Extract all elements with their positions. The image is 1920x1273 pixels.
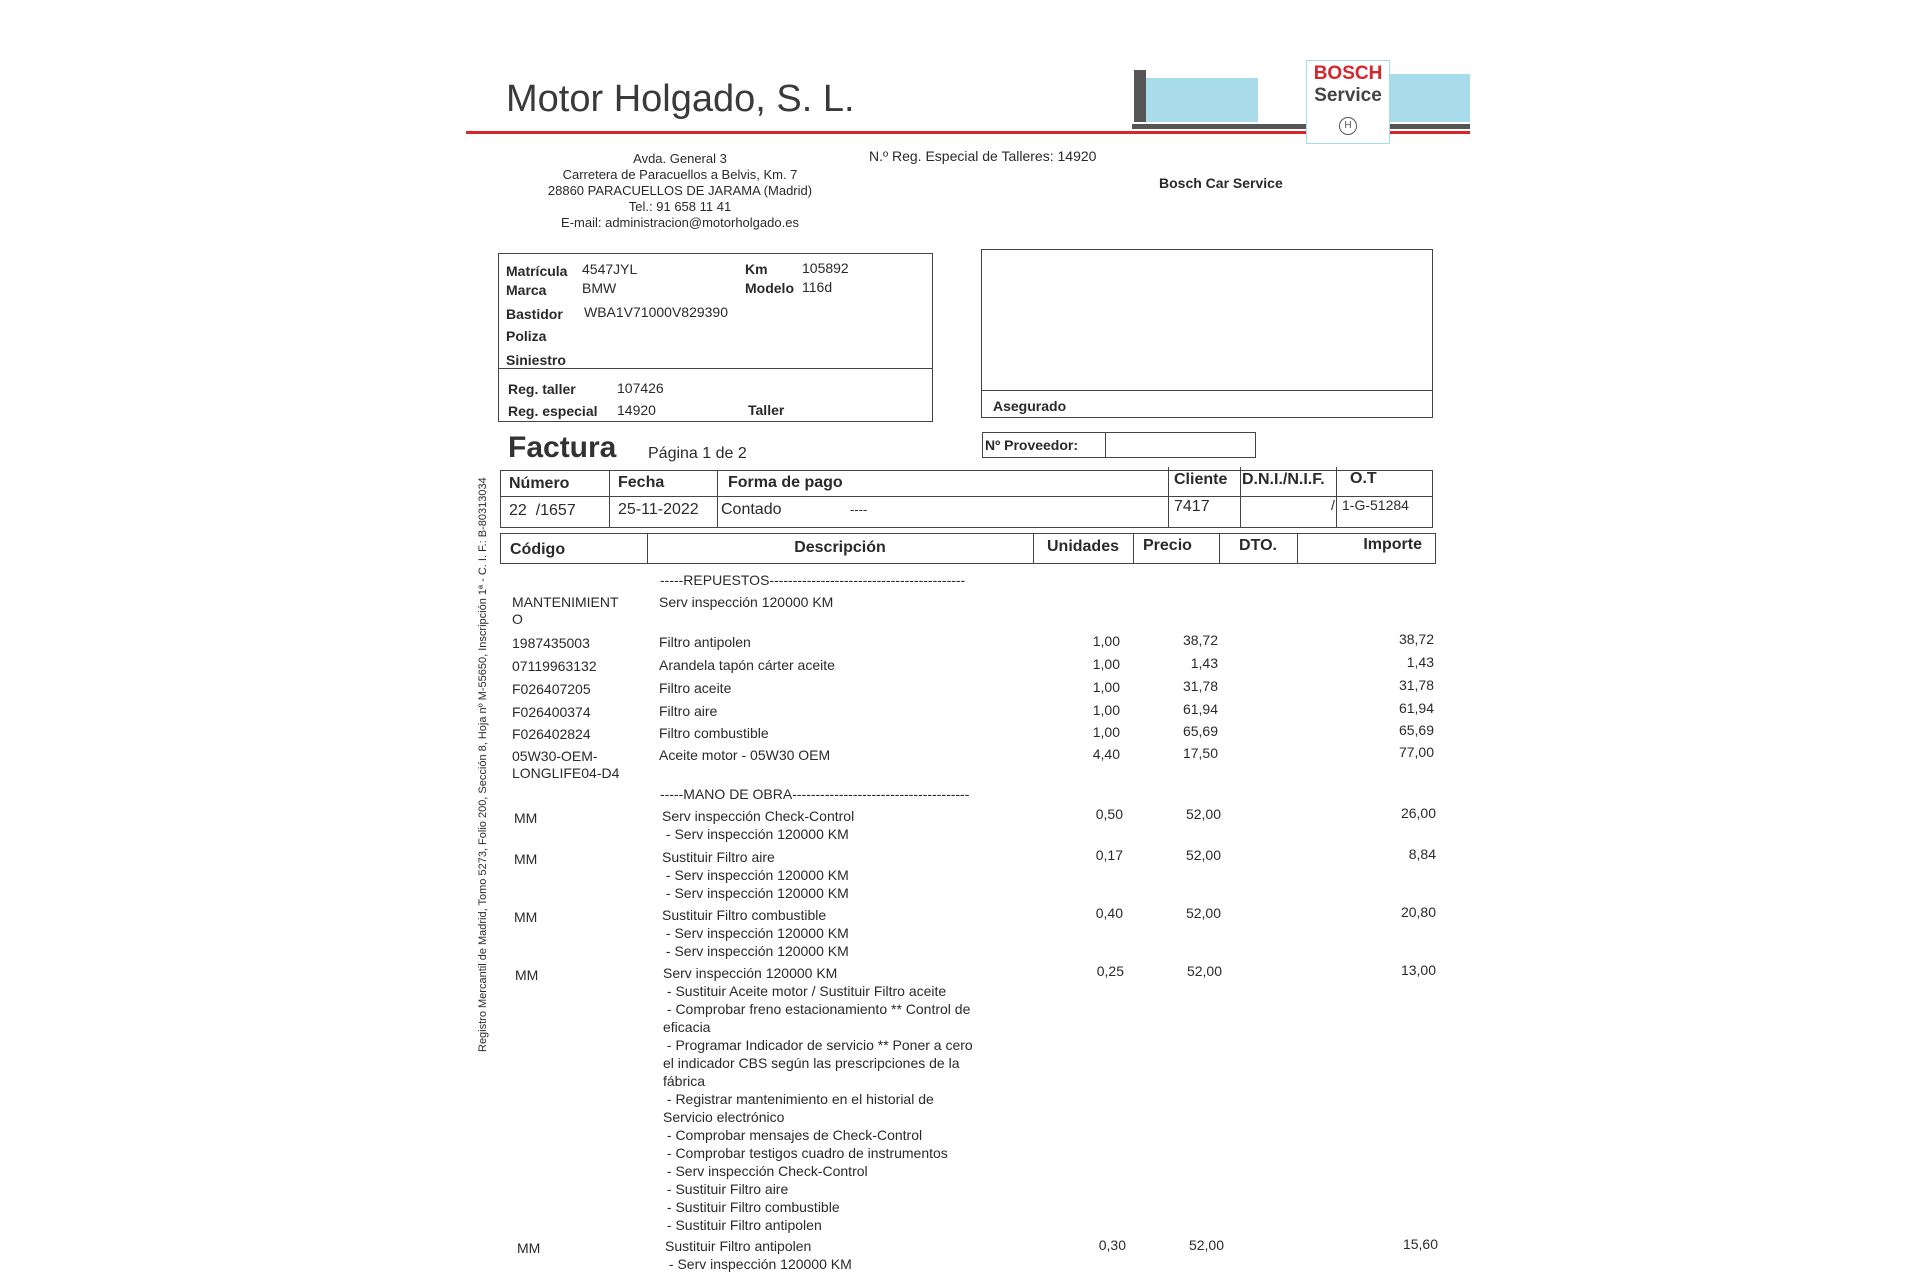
reg-especial-talleres: N.º Reg. Especial de Talleres: 14920 xyxy=(869,148,1097,164)
row-importe: 38,72 xyxy=(1398,631,1434,647)
row-precio: 52,00 xyxy=(1188,1237,1224,1253)
unidades-header: Unidades xyxy=(1046,538,1119,555)
row-importe: 77,00 xyxy=(1398,744,1434,760)
row-descripcion: Arandela tapón cárter aceite xyxy=(659,657,835,673)
company-name: Motor Holgado, S. L. xyxy=(506,78,855,120)
dto-header: DTO. xyxy=(1239,537,1277,554)
row-codigo: MM xyxy=(514,810,538,826)
marca-label: Marca xyxy=(506,282,547,298)
row-precio: 38,72 xyxy=(1182,632,1218,648)
row-codigo: 1987435003 xyxy=(512,635,590,651)
section-repuestos: -----REPUESTOS------------------------------------------ xyxy=(660,572,966,588)
address-line: E-mail: administracion@motorholgado.es xyxy=(561,215,799,230)
row-descripcion: Filtro combustible xyxy=(659,725,769,741)
row-importe: 20,80 xyxy=(1400,904,1436,920)
km-label: Km xyxy=(745,261,768,277)
bosch-service-text: Service xyxy=(1314,85,1382,106)
row-precio: 52,00 xyxy=(1185,905,1221,921)
siniestro-label: Siniestro xyxy=(506,352,566,368)
row-descripcion: Sustituir Filtro antipolen - Serv inspección 120000 KM xyxy=(665,1238,852,1272)
service-name: Bosch Car Service xyxy=(1159,175,1283,191)
descripcion-header: Descripción xyxy=(794,539,886,556)
precio-header: Precio xyxy=(1143,537,1192,554)
row-precio: 52,00 xyxy=(1185,806,1221,822)
ot-value: 1-G-51284 xyxy=(1342,497,1409,513)
divider xyxy=(500,496,1433,497)
cliente-value: 7417 xyxy=(1174,498,1210,515)
proveedor-label: Nº Proveedor: xyxy=(985,437,1079,453)
row-descripcion: Aceite motor - 05W30 OEM xyxy=(659,747,831,763)
divider xyxy=(609,470,610,528)
side-registry: Registro Mercantil de Madrid, Tomo 5273, Folio 200, Sección 8, Hoja nº M-55650, Inscripción 1ª - C. I. F.: B-80313034 xyxy=(477,477,489,1052)
divider xyxy=(981,390,1433,391)
row-unidades: 0,25 xyxy=(1096,963,1124,979)
cliente-header: Cliente xyxy=(1174,471,1228,488)
dni-value: / xyxy=(1331,497,1335,513)
row-codigo: 07119963132 xyxy=(512,658,597,674)
row-unidades: 1,00 xyxy=(1092,633,1120,649)
matricula-value: 4547JYL xyxy=(582,261,638,277)
dni-header: D.N.I./N.I.F. xyxy=(1242,471,1325,488)
row-descripcion: Filtro antipolen xyxy=(659,634,751,650)
reg-taller-label: Reg. taller xyxy=(508,381,576,397)
invoice-title: Factura xyxy=(508,431,617,464)
divider xyxy=(717,470,718,528)
row-precio: 31,78 xyxy=(1182,678,1218,694)
bastidor-label: Bastidor xyxy=(506,306,563,322)
address-line: Carretera de Paracuellos a Belvis, Km. 7 xyxy=(562,167,798,182)
reg-especial-label: Reg. especial xyxy=(508,403,598,419)
row-descripcion: Serv inspección 120000 KM - Sustituir Aceite motor / Sustituir Filtro aceite - Comprobar freno estacionamiento ** Control de eficacia - Programar Indicador de servicio ** Poner a cero el indicador CBS según las prescripciones de la fábrica - Registrar mantenimiento en el historial de Servicio electrónico - Comprobar mensajes de Check-Control - Comprobar testigos cuadro de instrumentos - Serv inspección Check-Control - Sustituir Filtro aire - Sustituir Filtro combustible - Sustituir Filtro antipolen xyxy=(663,965,973,1233)
row-codigo: F026400374 xyxy=(512,704,591,720)
codigo-header: Código xyxy=(510,541,566,558)
row-descripcion: Serv inspección 120000 KM xyxy=(659,594,834,610)
row-importe: 13,00 xyxy=(1400,962,1436,978)
ot-header: O.T xyxy=(1350,470,1377,487)
divider xyxy=(1240,467,1241,528)
forma-pago-dash: ---- xyxy=(850,502,868,517)
divider xyxy=(1105,432,1106,458)
page-indicator: Página 1 de 2 xyxy=(648,445,747,462)
row-unidades: 1,00 xyxy=(1092,656,1120,672)
row-descripcion: Filtro aceite xyxy=(659,680,732,696)
fecha-value: 25-11-2022 xyxy=(618,501,699,518)
forma-pago-header: Forma de pago xyxy=(728,474,843,491)
row-unidades: 0,17 xyxy=(1095,847,1123,863)
numero-header: Número xyxy=(509,475,570,492)
reg-taller-value: 107426 xyxy=(617,380,664,396)
divider xyxy=(498,368,933,369)
reg-especial-value: 14920 xyxy=(617,402,656,418)
section-mano-obra: -----MANO DE OBRA-------------------------------------- xyxy=(660,786,970,802)
row-precio: 65,69 xyxy=(1182,723,1218,739)
row-importe: 26,00 xyxy=(1400,805,1436,821)
row-descripcion: Sustituir Filtro combustible - Serv inspección 120000 KM - Serv inspección 120000 KM xyxy=(662,907,849,959)
modelo-value: 116d xyxy=(802,279,833,295)
bosch-logo-text: BOSCH xyxy=(1313,63,1383,84)
row-descripcion: Sustituir Filtro aire - Serv inspección 120000 KM - Serv inspección 120000 KM xyxy=(662,849,849,901)
forma-pago-value: Contado xyxy=(721,501,782,518)
poliza-label: Poliza xyxy=(506,328,547,344)
asegurado-label: Asegurado xyxy=(993,398,1067,414)
bosch-logo xyxy=(1134,62,1472,132)
row-unidades: 0,50 xyxy=(1095,806,1123,822)
row-precio: 17,50 xyxy=(1182,745,1218,761)
row-codigo: MM xyxy=(514,909,538,925)
address-line: Tel.: 91 658 11 41 xyxy=(628,199,732,214)
row-unidades: 1,00 xyxy=(1092,679,1120,695)
address-line: 28860 PARACUELLOS DE JARAMA (Madrid) xyxy=(547,183,813,198)
fecha-header: Fecha xyxy=(618,474,665,491)
matricula-label: Matrícula xyxy=(506,263,568,279)
row-codigo: F026402824 xyxy=(512,726,591,742)
row-precio: 61,94 xyxy=(1182,701,1218,717)
bastidor-value: WBA1V71000V829390 xyxy=(584,304,728,320)
modelo-label: Modelo xyxy=(745,280,794,296)
row-descripcion: Filtro aire xyxy=(659,703,718,719)
row-importe: 8,84 xyxy=(1408,846,1436,862)
row-descripcion: Serv inspección Check-Control - Serv inspección 120000 KM xyxy=(662,808,855,842)
divider xyxy=(1336,467,1337,528)
row-unidades: 0,30 xyxy=(1098,1237,1126,1253)
row-importe: 61,94 xyxy=(1398,700,1434,716)
row-precio: 52,00 xyxy=(1185,847,1221,863)
bosch-emblem-icon: H xyxy=(1339,117,1357,135)
importe-header: Importe xyxy=(1363,536,1422,553)
row-importe: 31,78 xyxy=(1398,677,1434,693)
divider xyxy=(1133,533,1134,564)
row-codigo: MANTENIMIENT O xyxy=(512,594,619,627)
row-importe: 15,60 xyxy=(1402,1236,1438,1252)
divider xyxy=(1168,467,1169,528)
taller-label: Taller xyxy=(748,402,785,418)
row-precio: 52,00 xyxy=(1186,963,1222,979)
row-codigo: 05W30-OEM- LONGLIFE04-D4 xyxy=(512,748,620,781)
row-unidades: 4,40 xyxy=(1092,746,1120,762)
row-codigo: MM xyxy=(517,1240,541,1256)
km-value: 105892 xyxy=(802,260,849,276)
row-importe: 1,43 xyxy=(1406,654,1434,670)
row-unidades: 1,00 xyxy=(1092,724,1120,740)
marca-value: BMW xyxy=(582,280,617,296)
address-line: Avda. General 3 xyxy=(633,151,727,166)
row-unidades: 0,40 xyxy=(1095,905,1123,921)
row-codigo: F026407205 xyxy=(512,681,591,697)
row-importe: 65,69 xyxy=(1398,722,1434,738)
row-codigo: MM xyxy=(514,851,538,867)
numero-value: 22 /1657 xyxy=(509,502,576,519)
row-codigo: MM xyxy=(515,967,539,983)
row-unidades: 1,00 xyxy=(1092,702,1120,718)
company-address xyxy=(520,151,840,231)
asegurado-box xyxy=(981,249,1433,418)
row-precio: 1,43 xyxy=(1190,655,1218,671)
